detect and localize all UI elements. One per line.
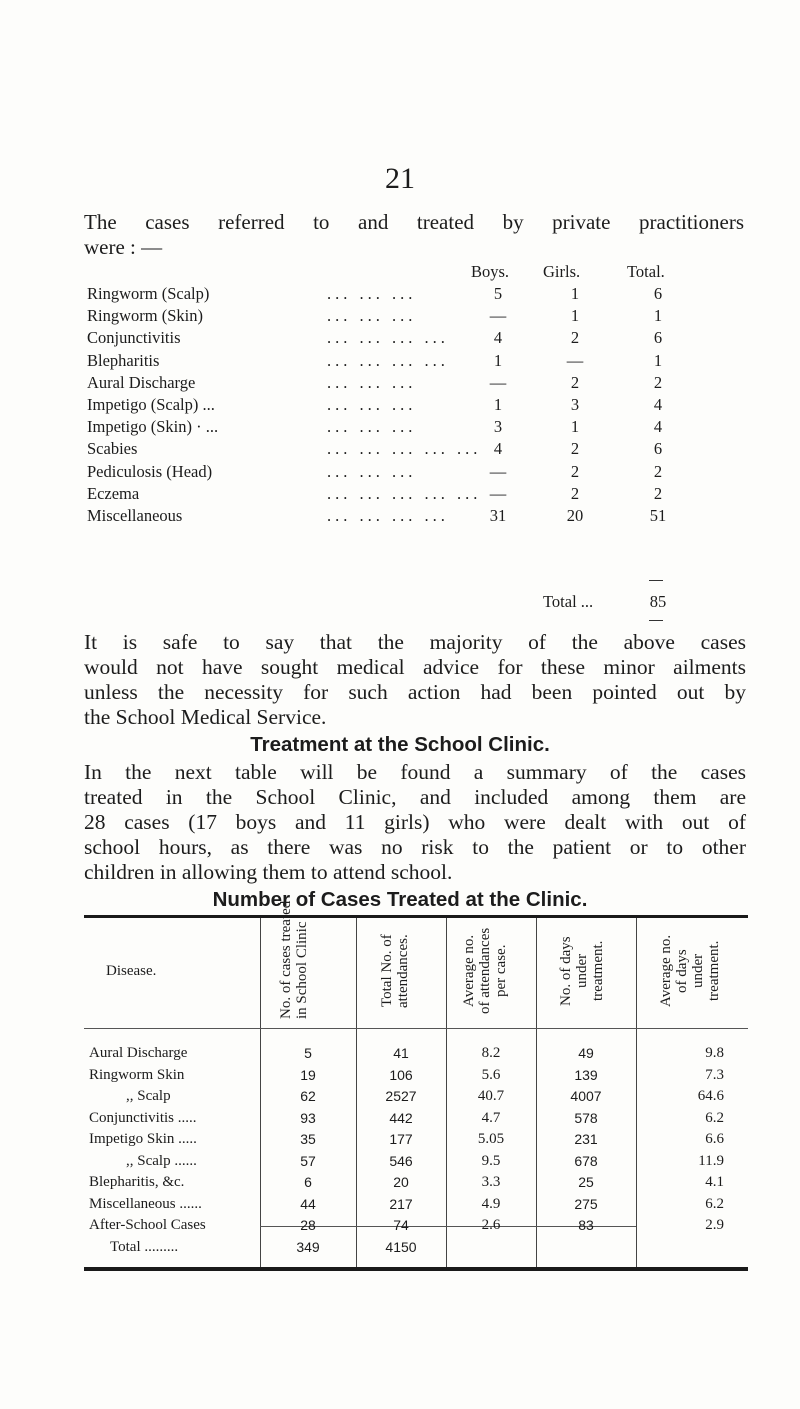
private-row (87, 395, 747, 417)
days-count: 25 (578, 1174, 594, 1190)
header-rule (84, 1028, 748, 1029)
disease-name: Ringworm Skin (89, 1066, 185, 1083)
attendances-count: 2527 (385, 1088, 417, 1104)
total-row (84, 1239, 748, 1265)
days-count: 678 (574, 1152, 598, 1169)
average-attendances: 8.2 (481, 1045, 501, 1061)
leader-dots: ... ... ... (327, 417, 417, 437)
leader-dots: ... ... ... ... (327, 350, 449, 370)
girls-count: 1 (570, 417, 580, 437)
private-row (87, 506, 747, 528)
attendances-count: 442 (389, 1109, 413, 1126)
disease-name: Impetigo (Scalp) ... (87, 395, 215, 414)
average-days: 6.2 (705, 1195, 724, 1212)
disease-name: Aural Discharge (89, 1045, 188, 1061)
days-count: 4007 (570, 1088, 602, 1104)
disease-name: Eczema (87, 483, 140, 503)
boys-count: 1 (493, 395, 503, 414)
private-row (87, 284, 747, 306)
disease-name: After-School Cases (89, 1217, 206, 1233)
paragraph-summary (84, 760, 746, 885)
average-attendances: 4.9 (481, 1195, 501, 1212)
sum-rule-bottom (649, 620, 663, 621)
attendances-count: 177 (389, 1131, 413, 1147)
private-row (87, 373, 747, 395)
leader-dots: ... ... ... (327, 461, 417, 481)
girls-count: 3 (570, 395, 580, 414)
leader-dots: ... ... ... (327, 306, 417, 326)
para1-line3: unless the necessity for such action had been pointed out by (84, 680, 746, 704)
average-days: 11.9 (698, 1152, 724, 1169)
girls-count: 1 (570, 306, 580, 326)
intro-text (84, 210, 744, 260)
average-attendances: 5.05 (477, 1131, 505, 1147)
page-number: 21 (385, 162, 415, 195)
paragraph-majority (84, 630, 746, 730)
total-count: 2 (653, 461, 663, 481)
cases-count: 57 (300, 1152, 316, 1169)
disease-name: Conjunctivitis (87, 328, 181, 348)
total-count: 6 (653, 328, 663, 348)
attendances-count: 74 (393, 1217, 409, 1233)
disease-name: Pediculosis (Head) (87, 461, 213, 481)
leader-dots: ... ... ... ... (327, 506, 449, 525)
days-count: 231 (574, 1131, 598, 1147)
total-count: 4 (653, 395, 663, 414)
average-attendances: 5.6 (481, 1066, 501, 1083)
attendances-count: 41 (393, 1045, 409, 1061)
average-attendances: 9.5 (481, 1152, 501, 1169)
boys-count: — (489, 461, 507, 481)
leader-dots: ... ... ... ... ... (327, 483, 482, 503)
para2-line1: In the next table will be found a summary of the cases (84, 760, 746, 784)
average-days: 6.6 (705, 1131, 724, 1147)
boys-count: — (489, 483, 507, 503)
average-days: 9.8 (705, 1045, 724, 1061)
header-cases-treated: No. of cases treated in School Clinic (278, 900, 310, 1019)
total-count: 1 (653, 350, 663, 370)
total-count: 2 (653, 483, 663, 503)
table-bottom-rule (84, 1267, 748, 1271)
cases-count: 6 (304, 1174, 312, 1190)
header-average-attendances: Average no. of attendances per case. (461, 927, 509, 1015)
girls-count: 2 (570, 461, 580, 481)
average-attendances: 40.7 (477, 1088, 505, 1104)
average-days: 2.9 (705, 1217, 724, 1233)
girls-count: 2 (570, 439, 580, 459)
total-count: 1 (653, 306, 663, 326)
disease-name: Impetigo Skin ..... (89, 1131, 197, 1147)
total-count: 2 (653, 372, 663, 392)
boys-count: — (489, 372, 507, 392)
days-count: 578 (574, 1109, 598, 1126)
attendances-count: 20 (393, 1174, 409, 1190)
total-attendances: 4150 (385, 1239, 417, 1255)
disease-name: Ringworm (Scalp) (87, 284, 210, 303)
total-label: Total ......... (110, 1239, 179, 1255)
intro-line-2: were : — (84, 235, 163, 259)
boys-count: 31 (489, 506, 507, 525)
days-count: 139 (574, 1066, 598, 1083)
para1-line4: the School Medical Service. (84, 705, 327, 729)
header-average-days: Average no. of days under treatment. (658, 934, 722, 1008)
cases-count: 5 (304, 1045, 312, 1061)
disease-name: Miscellaneous (87, 506, 183, 525)
disease-name: ,, Scalp (126, 1088, 171, 1104)
para2-line5: children in allowing them to attend school. (84, 860, 453, 884)
disease-name: ,, Scalp ...... (126, 1152, 197, 1169)
girls-count: 2 (570, 372, 580, 392)
disease-name: Aural Discharge (87, 372, 196, 392)
private-row (87, 417, 747, 439)
boys-count: 4 (493, 439, 503, 459)
average-attendances: 3.3 (481, 1174, 501, 1190)
leader-dots: ... ... ... ... (327, 328, 449, 348)
header-days-treatment: No. of days under treatment. (558, 936, 606, 1006)
days-count: 275 (574, 1195, 598, 1212)
disease-name: Scabies (87, 439, 138, 459)
average-attendances: 4.7 (481, 1109, 501, 1126)
heading-number-of-cases: Number of Cases Treated at the Clinic. (212, 888, 588, 911)
total-count: 6 (653, 439, 663, 459)
private-row (87, 328, 747, 350)
cases-count: 62 (300, 1088, 316, 1104)
total-count: 51 (649, 506, 667, 525)
boys-count: 5 (493, 284, 503, 303)
average-attendances: 2.6 (481, 1217, 501, 1233)
girls-count: 2 (570, 483, 580, 503)
cases-count: 19 (300, 1066, 316, 1083)
para2-line2: treated in the School Clinic, and included among them are (84, 785, 746, 809)
cases-count: 28 (300, 1217, 316, 1233)
header-total: Total. (627, 262, 665, 281)
attendances-count: 217 (389, 1195, 413, 1212)
girls-count: 20 (566, 506, 584, 525)
total-cases: 349 (296, 1239, 320, 1255)
table-top-rule (84, 915, 748, 918)
disease-name: Miscellaneous ...... (89, 1195, 202, 1212)
sum-rule-top (649, 580, 663, 581)
header-total-attendances: Total No. of attendances. (379, 934, 411, 1008)
header-boys: Boys. (471, 262, 510, 281)
disease-name: Conjunctivitis ..... (89, 1109, 197, 1126)
boys-count: — (489, 306, 507, 326)
average-days: 7.3 (705, 1066, 724, 1083)
private-row (87, 306, 747, 328)
private-row (87, 484, 747, 506)
clinic-table (84, 900, 748, 1295)
intro-line-1: The cases referred to and treated by private practitioners (84, 210, 744, 234)
grand-total-value: 85 (649, 592, 667, 611)
leader-dots: ... ... ... (327, 395, 417, 414)
leader-dots: ... ... ... (327, 372, 417, 392)
average-days: 6.2 (705, 1109, 724, 1126)
para2-line4: school hours, as there was no risk to the patient or to other (84, 835, 746, 859)
para2-line3: 28 cases (17 boys and 11 girls) who were dealt with out of (84, 810, 746, 834)
leader-dots: ... ... ... (327, 284, 417, 303)
attendances-count: 106 (389, 1066, 413, 1083)
days-count: 83 (578, 1217, 594, 1233)
disease-name: Blepharitis (87, 350, 160, 370)
boys-count: 4 (493, 328, 503, 348)
private-row (87, 439, 747, 461)
header-girls: Girls. (543, 262, 581, 281)
private-practitioners-table (87, 262, 747, 622)
leader-dots: ... ... ... ... ... (327, 439, 482, 459)
private-row (87, 462, 747, 484)
attendances-count: 546 (389, 1152, 413, 1169)
girls-count: 2 (570, 328, 580, 348)
total-count: 6 (653, 284, 663, 303)
average-days: 64.6 (697, 1088, 724, 1104)
para1-line2: would not have sought medical advice for these minor ailments (84, 655, 746, 679)
boys-count: 1 (493, 350, 503, 370)
girls-count: 1 (570, 284, 580, 303)
girls-count: — (566, 350, 584, 370)
heading-treatment-at-clinic: Treatment at the School Clinic. (250, 733, 550, 756)
disease-name: Impetigo (Skin) · ... (87, 417, 219, 437)
disease-name: Ringworm (Skin) (87, 306, 203, 326)
para1-line1: It is safe to say that the majority of the above cases (84, 630, 746, 654)
total-count: 4 (653, 417, 663, 437)
grand-total-label: Total ... (543, 592, 594, 611)
cases-count: 44 (300, 1195, 316, 1212)
private-row (87, 351, 747, 373)
cases-count: 93 (300, 1109, 316, 1126)
disease-name: Blepharitis, &c. (89, 1174, 185, 1190)
boys-count: 3 (493, 417, 503, 437)
days-count: 49 (578, 1045, 594, 1061)
cases-count: 35 (300, 1131, 316, 1147)
average-days: 4.1 (705, 1174, 724, 1190)
header-disease: Disease. (106, 963, 157, 979)
